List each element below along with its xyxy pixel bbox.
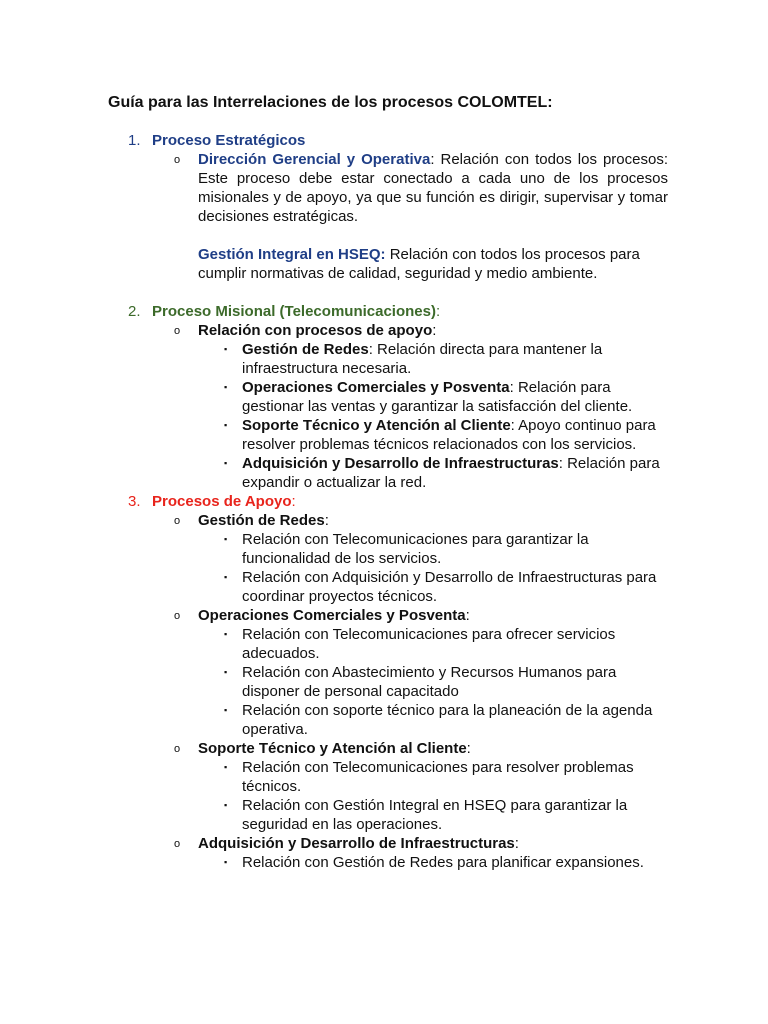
process-list (128, 131, 668, 872)
section-heading-text: Proceso Estratégicos (152, 132, 306, 149)
subitem-text: : Relación para gestionar las ventas y garantizar la satisfacción del cliente. (242, 379, 633, 415)
item-text: : (324, 512, 329, 529)
sub-list-item (128, 416, 668, 454)
sub-list-item (128, 454, 668, 492)
subitem-text: Relación con Abastecimiento y Recursos Humanos para disponer de personal capacitado (242, 664, 617, 700)
sub-list-item (128, 625, 668, 663)
section-estrategicos (128, 131, 668, 283)
section-misional (128, 302, 668, 492)
sub-list-item (128, 340, 668, 378)
square-bullet-icon: ▪ (224, 534, 228, 544)
subitem-text: Relación con Telecomunicaciones para garantizar la funcionalidad de los servicios. (242, 531, 589, 567)
item-text: : (514, 835, 519, 852)
list-item (128, 834, 668, 853)
section-heading-suffix: : (435, 303, 441, 320)
section-heading (128, 302, 668, 321)
document-title: Guía para las Interrelaciones de los procesos COLOMTEL: (108, 94, 553, 111)
square-bullet-icon: ▪ (224, 762, 228, 772)
item-text: : Relación con todos los procesos: Este proceso debe estar conectado a cada uno de los procesos misionales y de apoyo, ya que su función es dirigir, supervisar y tomar decisiones estratégicas. (198, 151, 668, 225)
subitem-text: Relación con Gestión de Redes para planificar expansiones. (242, 854, 644, 871)
subitem-text: : Relación para expandir o actualizar la red. (242, 455, 660, 491)
item-label: Operaciones Comerciales y Posventa (198, 607, 466, 624)
item-label: Soporte Técnico y Atención al Cliente (198, 740, 467, 757)
item-label: Gestión Integral en HSEQ: (198, 246, 386, 263)
subitem-text: Relación con Telecomunicaciones para ofrecer servicios adecuados. (242, 626, 616, 662)
circle-bullet-icon: o (174, 154, 181, 166)
item-label: Gestión de Redes (198, 512, 325, 529)
circle-bullet-icon: o (174, 325, 181, 337)
spacer (128, 226, 668, 245)
list-item (128, 606, 668, 625)
circle-bullet-icon: o (174, 743, 181, 755)
list-item (128, 739, 668, 758)
item-text: : (466, 740, 471, 757)
square-bullet-icon: ▪ (224, 800, 228, 810)
circle-bullet-icon: o (174, 515, 181, 527)
section-heading-text: Proceso Misional (Telecomunicaciones) (152, 303, 436, 320)
subitem-text: : Apoyo continuo para resolver problemas técnicos relacionados con los servicios. (242, 417, 656, 453)
sub-list-item (128, 378, 668, 416)
square-bullet-icon: ▪ (224, 420, 228, 430)
sub-list-item (128, 663, 668, 701)
circle-bullet-icon: o (174, 838, 181, 850)
square-bullet-icon: ▪ (224, 667, 228, 677)
item-label: Adquisición y Desarrollo de Infraestructuras (198, 835, 515, 852)
item-label: Dirección Gerencial y Operativa (198, 151, 431, 168)
sub-list-item (128, 796, 668, 834)
subitem-label: Soporte Técnico y Atención al Cliente (242, 417, 511, 434)
square-bullet-icon: ▪ (224, 572, 228, 582)
section-number: 1. (128, 132, 141, 149)
subitem-label: Gestión de Redes (242, 341, 369, 358)
section-number: 3. (128, 493, 141, 510)
section-apoyo (128, 492, 668, 872)
section-heading (128, 492, 668, 511)
subitem-text: Relación con Telecomunicaciones para resolver problemas técnicos. (242, 759, 634, 795)
item-label: Relación con procesos de apoyo (198, 322, 433, 339)
square-bullet-icon: ▪ (224, 344, 228, 354)
section-heading-suffix: : (291, 493, 296, 510)
subitem-text: Relación con Adquisición y Desarrollo de Infraestructuras para coordinar proyectos técnicos. (242, 569, 657, 605)
list-item (128, 321, 668, 340)
square-bullet-icon: ▪ (224, 705, 228, 715)
square-bullet-icon: ▪ (224, 857, 228, 867)
square-bullet-icon: ▪ (224, 629, 228, 639)
square-bullet-icon: ▪ (224, 458, 228, 468)
sub-list-item (128, 568, 668, 606)
subitem-text: Relación con Gestión Integral en HSEQ para garantizar la seguridad en las operaciones. (242, 797, 628, 833)
circle-bullet-icon: o (174, 610, 181, 622)
section-heading (128, 131, 668, 150)
sub-list-item (128, 701, 668, 739)
spacer (128, 283, 668, 302)
section-number: 2. (128, 303, 141, 320)
list-item (128, 245, 668, 283)
item-text: : (465, 607, 470, 624)
list-item (128, 511, 668, 530)
item-text: : (432, 322, 437, 339)
list-item (128, 150, 668, 226)
subitem-label: Adquisición y Desarrollo de Infraestructuras (242, 455, 559, 472)
sub-list-item (128, 530, 668, 568)
subitem-label: Operaciones Comerciales y Posventa (242, 379, 510, 396)
sub-list-item (128, 853, 668, 872)
section-heading-text: Procesos de Apoyo (152, 493, 292, 510)
square-bullet-icon: ▪ (224, 382, 228, 392)
subitem-text: Relación con soporte técnico para la planeación de la agenda operativa. (242, 702, 653, 738)
item-text: Relación con todos los procesos para cumplir normativas de calidad, seguridad y medio ambiente. (198, 246, 640, 282)
sub-list-item (128, 758, 668, 796)
subitem-text: : Relación directa para mantener la infraestructura necesaria. (242, 341, 603, 377)
